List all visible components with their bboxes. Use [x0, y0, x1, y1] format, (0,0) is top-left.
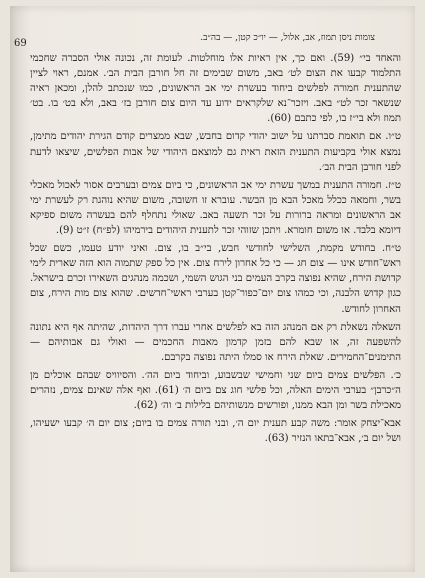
paragraph: השאלה נשאלת רק אם המנהג הזה בא לפלשים אחרי עברו דרך היהדות, שהיתה אף היא נתונה להשפעה זה, או שבא להם בזמן קדמון מאבות החכמים — ואולי גם אבותיהם — התימנים־החמירים. שאלת הירח או סמלו היתה נפוצה בקרבם. [30, 321, 401, 363]
paragraph: אבא־יצחק אומר: משה קבע תענית יום ה׳, ובני תורה צמים בו ביום; צום יום ה׳ קבעו ישעיהו, ושל יום ב׳, אבא־בתאו הנזיר (63). [30, 418, 401, 445]
paragraph: ט״ז. חמורה התענית במשך עשרת ימי אב הראשונים, כי ביום צמים ובערבים אסור לאכול מאכלי בשר, וחמאה ככלל מאכל הבא מן הבשר. עוברא זו חשובה, משום שהיא נוהגת רק לעשרת ימי אב הראשונים ומראה ברורות על זכר תשעה באב. שאולי נתחלף להם בעשרה משום ספיקא דיומא בלבד. או משום חומרא. ויתכן שזוהי זכר לתענית היהודים בירמיהו (לפ״ח) ז״ט (9). [30, 179, 401, 237]
body-text [30, 51, 401, 449]
running-header: צומות ניסן תמוז, אב, אלול, — יו״כ קטן, — בה״ב. [200, 33, 375, 43]
paragraph: והאחד בי״ (59). ואם כך, אין ראיות אלו מוחלטות. לעומת זה, נכונה אולי הסברה שחכמי התלמוד קבעו את הצום לט׳ באב, משום שבימים זה חל חורבן הבית הב׳. אמנם, ראוי לציין שהתענית חמורה לפלשים ביחוד בעשרת ימי אב הראשונים, כמו שנכתב להלן, ומכאן ראיה שנשאר זכר לט״ באב. ויזכר־נא שלקראים ידוע עד היום צום חורבן בז׳ באב, ולא בט׳ בו. בט׳ תמוז ולא בי״ז בו, לפי כתבם (60). [30, 53, 401, 125]
paragraph: ט״ח. בחודש מקמת, השלישי לחודשי חבש, בי״ב בו, צום. ואיני יודע טעמו, כשם שכל ראש־חודש אינו — צום חג — כי כל אחרון לירח צום. אין כל ספק שתמוה הוא הזה שארית לימי קדושת הירח, שהיא נפוצה בקרב העמים בני הגוש השמי, ושכמה מנהגים השאירו זכרם בישראל. כגון קדוש הלבנה, וכי כמהו צום יום־כפור־קטן בערבי ראשי־חדשים. שהוא צום מות הירח, צום האחרון לחודש. [30, 243, 401, 315]
book-page [10, 6, 415, 572]
paragraph: ט״ו. אם תואמת סברתנו על ישוב יהודי קדום בחבש, שבא ממצרים קודם הגירת יהודים מתימן, נמצא אולי בקביעות התענית הזאת ראית גם למוצאם היהודי של אבות הפלשים, שיצאו לדעת לפני חורבן הבית הב׳. [30, 131, 401, 173]
page-number: 69 [14, 38, 27, 49]
paragraph: כ׳. הפלשים צמים ביום שני וחמישי שבשבוע, וביחוד ביום הה׳. והסיוויס שבהם אוכלים מן ה״כרבן״ בערבי הימים האלה, וכל פלשי חוג צם ביום ה׳ (61). ואף אלה שאינם צמים, נזהרים מאכילת בשר ומן הבא ממנו, ופורשים מנשותיהם בלילות ב׳ וה׳ (62). [30, 369, 401, 412]
